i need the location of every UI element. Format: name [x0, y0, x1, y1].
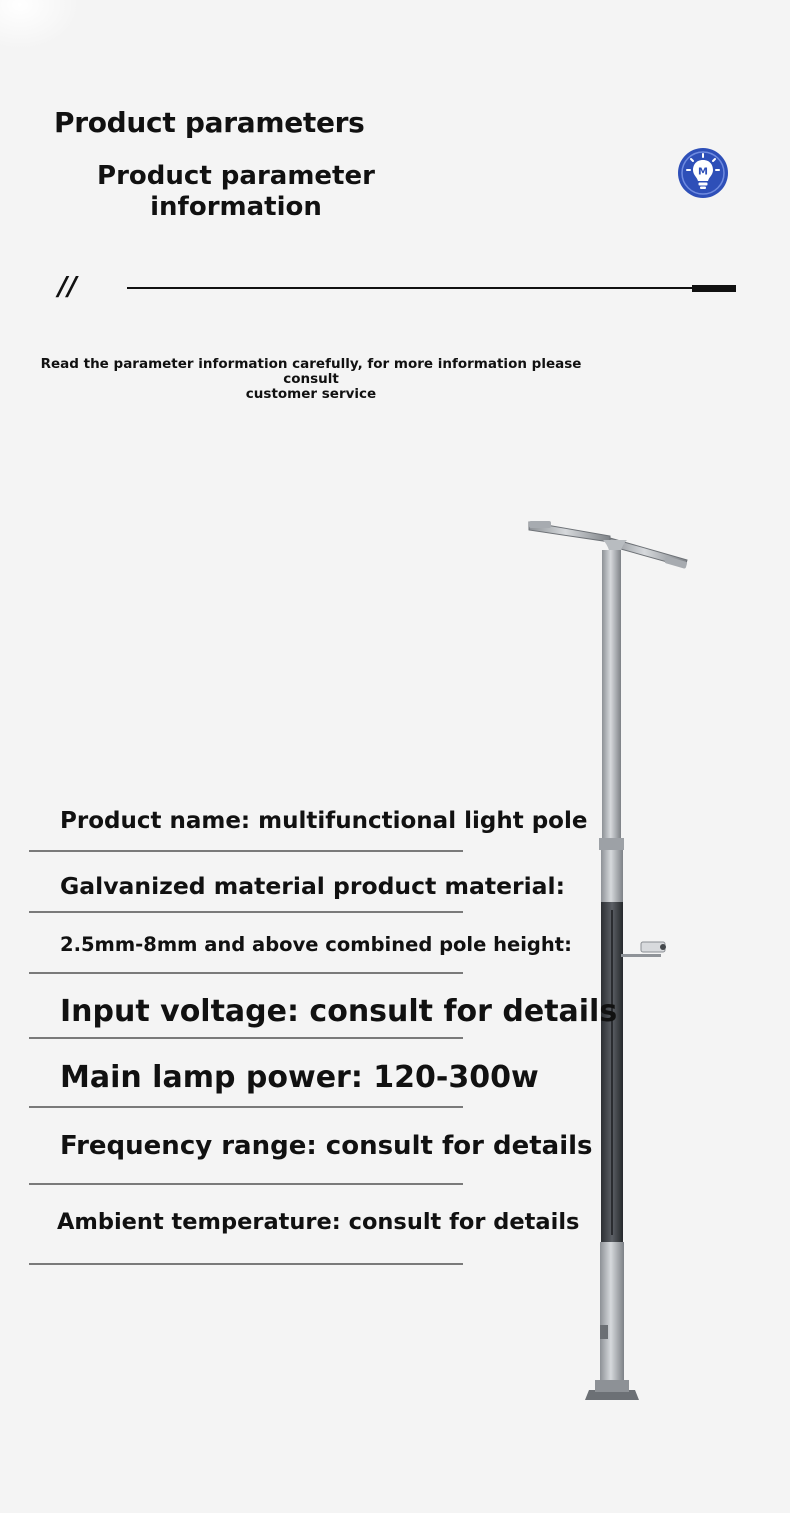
slash-mark: // [58, 272, 77, 302]
lightbulb-logo-icon [677, 147, 729, 199]
header-divider-end [692, 285, 736, 292]
param-separator [29, 1263, 463, 1265]
subtitle-line-1: Product parameter [97, 161, 375, 191]
param-separator [29, 1106, 463, 1108]
param-separator [29, 972, 463, 974]
notice-line-2: customer service [245, 386, 377, 402]
corner-glow [0, 0, 80, 50]
subtitle-line-2: information [150, 192, 322, 222]
param-material: Galvanized material product material: [60, 872, 565, 900]
param-lamp-power: Main lamp power: 120-300w [60, 1060, 539, 1095]
page-subtitle [90, 161, 382, 223]
param-pole-height: 2.5mm-8mm and above combined pole height: [60, 933, 572, 956]
param-separator [29, 1183, 463, 1185]
param-frequency-range: Frequency range: consult for details [60, 1131, 593, 1161]
param-product-name: Product name: multifunctional light pole [60, 808, 588, 834]
light-pole-image [515, 510, 705, 1410]
param-input-voltage: Input voltage: consult for details [60, 994, 618, 1029]
param-ambient-temperature: Ambient temperature: consult for details [57, 1209, 580, 1235]
param-separator [29, 1037, 463, 1039]
notice-line-1: Read the parameter information carefully, for more information please consult [40, 356, 582, 387]
logo-letter: M [698, 166, 708, 178]
param-separator [29, 850, 463, 852]
header-divider [127, 287, 693, 289]
page-title: Product parameters [54, 106, 365, 139]
notice-text [20, 357, 602, 402]
param-separator [29, 911, 463, 913]
